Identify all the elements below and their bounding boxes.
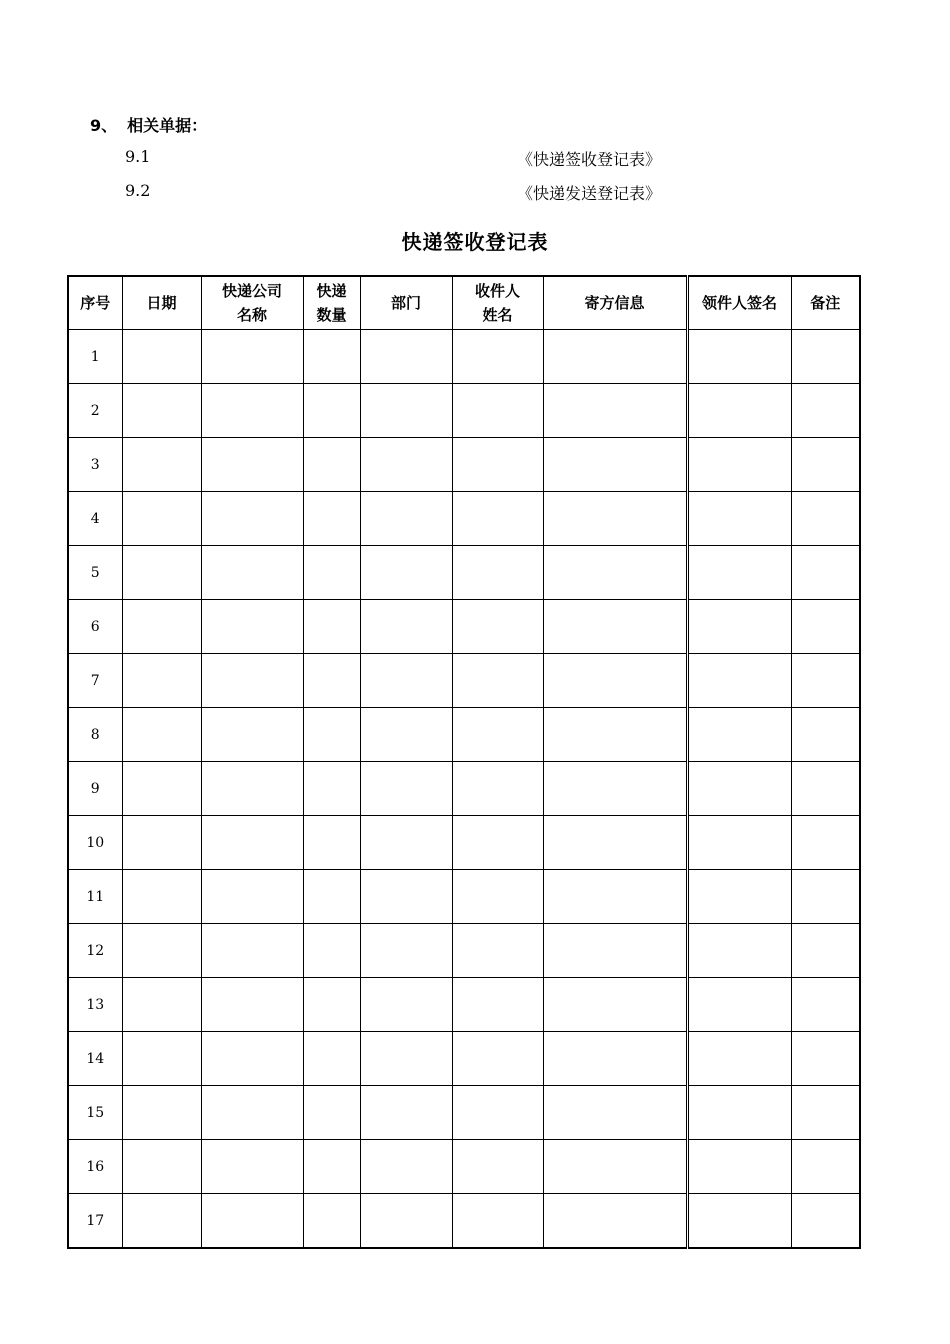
col-header-courier-company	[201, 276, 303, 330]
cell-courier-company[interactable]	[201, 762, 303, 816]
cell-quantity[interactable]	[303, 330, 360, 384]
cell-department[interactable]	[360, 1140, 452, 1194]
cell-quantity[interactable]	[303, 1140, 360, 1194]
cell-department[interactable]	[360, 1086, 452, 1140]
cell-remarks[interactable]	[791, 492, 860, 546]
col-header-quantity	[303, 276, 360, 330]
cell-number: 10	[68, 816, 122, 870]
cell-pickup-signature[interactable]	[687, 546, 791, 600]
reference-id: 9.1	[125, 147, 151, 166]
cell-date[interactable]	[122, 654, 201, 708]
cell-remarks[interactable]	[791, 600, 860, 654]
cell-courier-company[interactable]	[201, 708, 303, 762]
cell-pickup-signature[interactable]	[687, 1140, 791, 1194]
cell-sender-info[interactable]	[543, 492, 687, 546]
cell-sender-info[interactable]	[543, 870, 687, 924]
cell-sender-info[interactable]	[543, 330, 687, 384]
cell-pickup-signature[interactable]	[687, 708, 791, 762]
cell-number: 8	[68, 708, 122, 762]
cell-quantity[interactable]	[303, 762, 360, 816]
cell-department[interactable]	[360, 384, 452, 438]
cell-number: 15	[68, 1086, 122, 1140]
header-label-line2: 数量	[316, 306, 347, 324]
cell-sender-info[interactable]	[543, 924, 687, 978]
cell-recipient[interactable]	[452, 1086, 543, 1140]
cell-number: 6	[68, 600, 122, 654]
header-label-line1: 收件人	[474, 282, 520, 300]
cell-sender-info[interactable]	[543, 654, 687, 708]
cell-date[interactable]	[122, 870, 201, 924]
cell-quantity[interactable]	[303, 492, 360, 546]
cell-pickup-signature[interactable]	[687, 1086, 791, 1140]
cell-date[interactable]	[122, 600, 201, 654]
cell-recipient[interactable]	[452, 600, 543, 654]
cell-department[interactable]	[360, 546, 452, 600]
cell-number: 5	[68, 546, 122, 600]
cell-sender-info[interactable]	[543, 708, 687, 762]
cell-number: 14	[68, 1032, 122, 1086]
table-row	[68, 1194, 860, 1249]
cell-number: 12	[68, 924, 122, 978]
cell-courier-company[interactable]	[201, 600, 303, 654]
cell-remarks[interactable]	[791, 924, 860, 978]
cell-number: 2	[68, 384, 122, 438]
cell-recipient[interactable]	[452, 492, 543, 546]
cell-sender-info[interactable]	[543, 384, 687, 438]
cell-department[interactable]	[360, 708, 452, 762]
header-label-line1: 领件人签名	[701, 294, 777, 312]
cell-date[interactable]	[122, 384, 201, 438]
cell-department[interactable]	[360, 330, 452, 384]
cell-pickup-signature[interactable]	[687, 1032, 791, 1086]
table-row	[68, 600, 860, 654]
cell-date[interactable]	[122, 708, 201, 762]
table-row	[68, 654, 860, 708]
cell-recipient[interactable]	[452, 1032, 543, 1086]
cell-courier-company[interactable]	[201, 1194, 303, 1249]
cell-quantity[interactable]	[303, 384, 360, 438]
cell-courier-company[interactable]	[201, 330, 303, 384]
cell-sender-info[interactable]	[543, 600, 687, 654]
cell-date[interactable]	[122, 330, 201, 384]
cell-remarks[interactable]	[791, 708, 860, 762]
header-label-line1: 部门	[390, 294, 421, 312]
cell-courier-company[interactable]	[201, 924, 303, 978]
cell-quantity[interactable]	[303, 924, 360, 978]
cell-department[interactable]	[360, 978, 452, 1032]
reference-name: 《快递发送登记表》	[517, 184, 662, 203]
cell-remarks[interactable]	[791, 1086, 860, 1140]
cell-department[interactable]	[360, 1032, 452, 1086]
col-header-recipient	[452, 276, 543, 330]
cell-remarks[interactable]	[791, 438, 860, 492]
cell-recipient[interactable]	[452, 978, 543, 1032]
cell-quantity[interactable]	[303, 978, 360, 1032]
cell-recipient[interactable]	[452, 708, 543, 762]
cell-recipient[interactable]	[452, 762, 543, 816]
cell-date[interactable]	[122, 816, 201, 870]
cell-remarks[interactable]	[791, 1032, 860, 1086]
cell-date[interactable]	[122, 1086, 201, 1140]
cell-pickup-signature[interactable]	[687, 492, 791, 546]
cell-courier-company[interactable]	[201, 492, 303, 546]
cell-remarks[interactable]	[791, 384, 860, 438]
table-row	[68, 1032, 860, 1086]
table-row	[68, 816, 860, 870]
table-row	[68, 384, 860, 438]
cell-courier-company[interactable]	[201, 870, 303, 924]
cell-number: 7	[68, 654, 122, 708]
cell-recipient[interactable]	[452, 1140, 543, 1194]
cell-number: 1	[68, 330, 122, 384]
cell-date[interactable]	[122, 546, 201, 600]
cell-pickup-signature[interactable]	[687, 870, 791, 924]
table-row	[68, 762, 860, 816]
cell-courier-company[interactable]	[201, 654, 303, 708]
cell-number: 16	[68, 1140, 122, 1194]
col-header-department	[360, 276, 452, 330]
cell-remarks[interactable]	[791, 546, 860, 600]
header-label-line1: 日期	[146, 294, 177, 312]
table-row	[68, 978, 860, 1032]
cell-courier-company[interactable]	[201, 384, 303, 438]
cell-remarks[interactable]	[791, 762, 860, 816]
col-header-date	[122, 276, 201, 330]
header-label-line1: 备注	[810, 294, 841, 312]
cell-date[interactable]	[122, 492, 201, 546]
cell-recipient[interactable]	[452, 1194, 543, 1249]
cell-number: 17	[68, 1194, 122, 1249]
section-heading	[90, 113, 207, 136]
cell-quantity[interactable]	[303, 870, 360, 924]
section-number: 9、	[90, 116, 118, 135]
cell-courier-company[interactable]	[201, 1140, 303, 1194]
cell-pickup-signature[interactable]	[687, 438, 791, 492]
cell-pickup-signature[interactable]	[687, 330, 791, 384]
col-header-number	[68, 276, 122, 330]
cell-sender-info[interactable]	[543, 816, 687, 870]
table-row	[68, 1140, 860, 1194]
cell-quantity[interactable]	[303, 600, 360, 654]
table-row	[68, 924, 860, 978]
cell-pickup-signature[interactable]	[687, 816, 791, 870]
cell-date[interactable]	[122, 438, 201, 492]
cell-quantity[interactable]	[303, 546, 360, 600]
header-label-line2: 名称	[236, 306, 267, 324]
cell-pickup-signature[interactable]	[687, 654, 791, 708]
header-label-line2: 姓名	[482, 306, 513, 324]
cell-courier-company[interactable]	[201, 1086, 303, 1140]
cell-number: 11	[68, 870, 122, 924]
cell-sender-info[interactable]	[543, 762, 687, 816]
table-row	[68, 870, 860, 924]
cell-date[interactable]	[122, 978, 201, 1032]
cell-remarks[interactable]	[791, 1194, 860, 1249]
register-table	[67, 275, 861, 1249]
cell-remarks[interactable]	[791, 816, 860, 870]
cell-sender-info[interactable]	[543, 1032, 687, 1086]
cell-sender-info[interactable]	[543, 978, 687, 1032]
cell-sender-info[interactable]	[543, 1086, 687, 1140]
cell-pickup-signature[interactable]	[687, 762, 791, 816]
cell-courier-company[interactable]	[201, 816, 303, 870]
cell-remarks[interactable]	[791, 1140, 860, 1194]
reference-id: 9.2	[125, 181, 151, 200]
cell-pickup-signature[interactable]	[687, 978, 791, 1032]
cell-courier-company[interactable]	[201, 546, 303, 600]
cell-number: 13	[68, 978, 122, 1032]
cell-quantity[interactable]	[303, 438, 360, 492]
table-row	[68, 546, 860, 600]
cell-date[interactable]	[122, 762, 201, 816]
col-header-remarks	[791, 276, 860, 330]
reference-item	[125, 147, 725, 171]
cell-sender-info[interactable]	[543, 546, 687, 600]
cell-department[interactable]	[360, 438, 452, 492]
cell-remarks[interactable]	[791, 654, 860, 708]
cell-date[interactable]	[122, 1194, 201, 1249]
header-label-line1: 序号	[80, 294, 111, 312]
cell-recipient[interactable]	[452, 924, 543, 978]
cell-remarks[interactable]	[791, 330, 860, 384]
cell-recipient[interactable]	[452, 546, 543, 600]
cell-sender-info[interactable]	[543, 438, 687, 492]
cell-recipient[interactable]	[452, 816, 543, 870]
cell-sender-info[interactable]	[543, 1140, 687, 1194]
header-label-line1: 寄方信息	[584, 294, 645, 312]
cell-pickup-signature[interactable]	[687, 384, 791, 438]
cell-pickup-signature[interactable]	[687, 924, 791, 978]
cell-courier-company[interactable]	[201, 1032, 303, 1086]
cell-courier-company[interactable]	[201, 978, 303, 1032]
table-row	[68, 438, 860, 492]
cell-recipient[interactable]	[452, 330, 543, 384]
header-label-line1: 快递	[316, 282, 347, 300]
cell-quantity[interactable]	[303, 1032, 360, 1086]
cell-pickup-signature[interactable]	[687, 1194, 791, 1249]
header-label-line1: 快递公司	[221, 282, 282, 300]
cell-department[interactable]	[360, 924, 452, 978]
reference-item	[125, 181, 725, 205]
cell-department[interactable]	[360, 492, 452, 546]
table-row	[68, 330, 860, 384]
cell-recipient[interactable]	[452, 870, 543, 924]
cell-quantity[interactable]	[303, 1194, 360, 1249]
table-row	[68, 708, 860, 762]
cell-pickup-signature[interactable]	[687, 600, 791, 654]
cell-department[interactable]	[360, 762, 452, 816]
cell-remarks[interactable]	[791, 870, 860, 924]
cell-quantity[interactable]	[303, 654, 360, 708]
cell-quantity[interactable]	[303, 816, 360, 870]
cell-date[interactable]	[122, 924, 201, 978]
cell-date[interactable]	[122, 1140, 201, 1194]
cell-quantity[interactable]	[303, 1086, 360, 1140]
table-body	[68, 330, 860, 1249]
cell-recipient[interactable]	[452, 384, 543, 438]
reference-name: 《快递签收登记表》	[517, 150, 662, 169]
cell-department[interactable]	[360, 816, 452, 870]
form-title: 快递签收登记表	[401, 230, 549, 254]
cell-quantity[interactable]	[303, 708, 360, 762]
cell-sender-info[interactable]	[543, 1194, 687, 1249]
cell-date[interactable]	[122, 1032, 201, 1086]
cell-department[interactable]	[360, 1194, 452, 1249]
header-row	[68, 276, 860, 330]
col-header-sender-info	[543, 276, 687, 330]
cell-number: 3	[68, 438, 122, 492]
table-row	[68, 1086, 860, 1140]
cell-department[interactable]	[360, 870, 452, 924]
cell-number: 9	[68, 762, 122, 816]
cell-number: 4	[68, 492, 122, 546]
cell-recipient[interactable]	[452, 654, 543, 708]
col-header-pickup-signature	[687, 276, 791, 330]
cell-remarks[interactable]	[791, 978, 860, 1032]
cell-department[interactable]	[360, 654, 452, 708]
cell-department[interactable]	[360, 600, 452, 654]
table-row	[68, 492, 860, 546]
cell-courier-company[interactable]	[201, 438, 303, 492]
section-title: 相关单据：	[127, 116, 208, 135]
cell-recipient[interactable]	[452, 438, 543, 492]
